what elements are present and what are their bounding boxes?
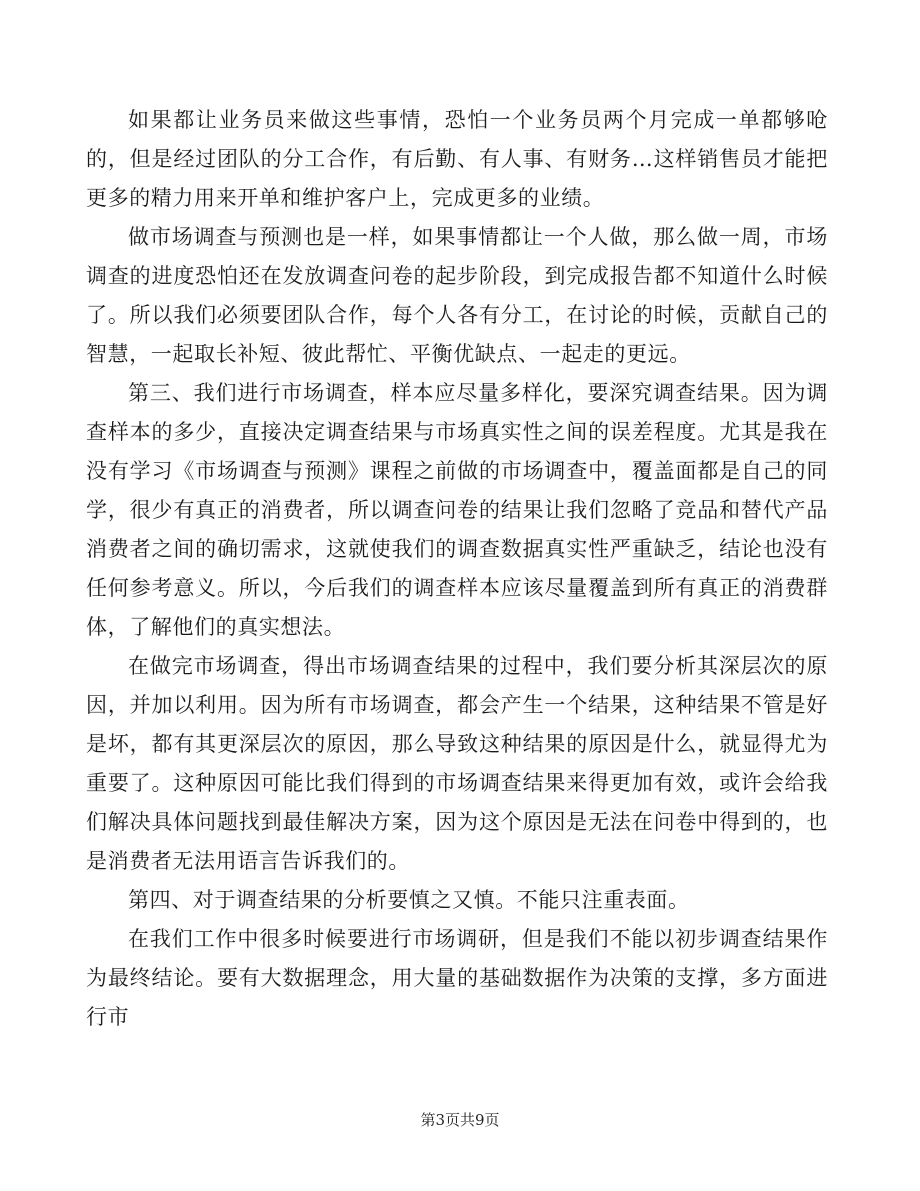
document-body [86,101,828,1037]
paragraph-2: 做市场调查与预测也是一样，如果事情都让一个人做，那么做一周，市场调查的进度恐怕还在发放调查问卷的起步阶段，到完成报告都不知道什么时候了。所以我们必须要团队合作，每个人各有分工，在讨论的时候，贡献自己的智慧，一起取长补短、彼此帮忙、平衡优缺点、一起走的更远。 [86,225,828,366]
paragraph-5: 第四、对于调查结果的分析要慎之又慎。不能只注重表面。 [128,888,690,912]
paragraph-1: 如果都让业务员来做这些事情，恐怕一个业务员两个月完成一单都够呛的，但是经过团队的分工合作，有后勤、有人事、有财务…这样销售员才能把更多的精力用来开单和维护客户上，完成更多的业绩。 [86,108,828,210]
paragraph-6: 在我们工作中很多时候要进行市场调研，但是我们不能以初步调查结果作为最终结论。要有大数据理念，用大量的基础数据作为决策的支撑，多方面进行市 [86,927,828,1029]
page-number-footer: 第3页共9页 [420,1111,500,1129]
paragraph-3: 第三、我们进行市场调查，样本应尽量多样化，要深究调查结果。因为调查样本的多少，直接决定调查结果与市场真实性之间的误差程度。尤其是我在没有学习《市场调查与预测》课程之前做的市场调查中，覆盖面都是自己的同学，很少有真正的消费者，所以调查问卷的结果让我们忽略了竞品和替代产品消费者之间的确切需求，这就使我们的调查数据真实性严重缺乏，结论也没有任何参考意义。所以，今后我们的调查样本应该尽量覆盖到所有真正的消费群体，了解他们的真实想法。 [86,381,828,639]
paragraph-4: 在做完市场调查，得出市场调查结果的过程中，我们要分析其深层次的原因，并加以利用。因为所有市场调查，都会产生一个结果，这种结果不管是好是坏，都有其更深层次的原因，那么导致这种结果的原因是什么，就显得尤为重要了。这种原因可能比我们得到的市场调查结果来得更加有效，或许会给我们解决具体问题找到最佳解决方案，因为这个原因是无法在问卷中得到的，也是消费者无法用语言告诉我们的。 [86,654,828,873]
